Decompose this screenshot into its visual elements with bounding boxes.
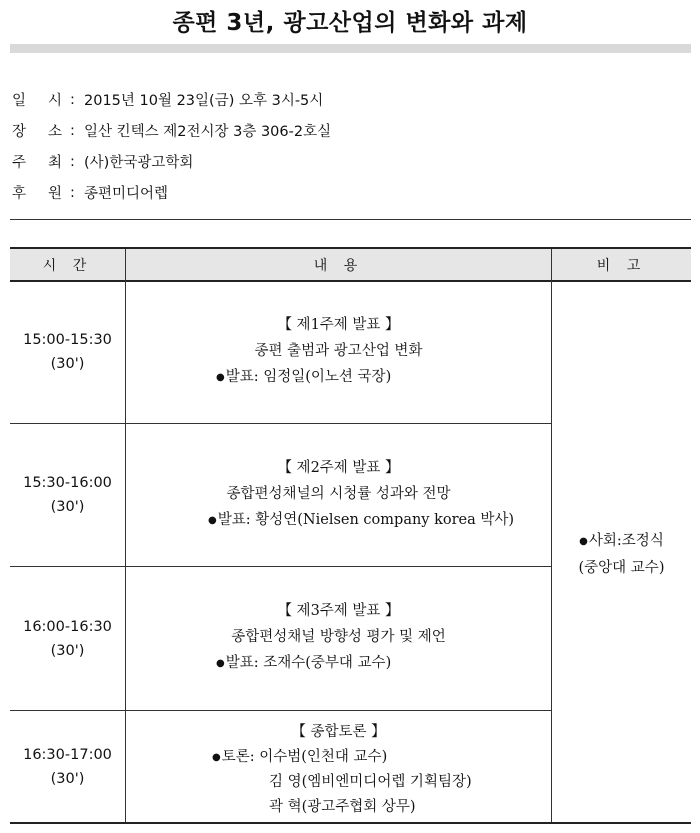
table-row-content [126,312,551,391]
session-subtitle: 종합편성채널 방향성 평가 및 제언 [231,629,446,645]
session-presenter: ●발표: 조재수(중부대 교수) [216,655,392,671]
info-label: 장 소 [12,124,62,140]
info-row-date: 일 시 : 2015년 10월 23일(금) 오후 3시-5시 [12,84,331,115]
info-value: 2015년 10월 23일(금) 오후 3시-5시 [84,93,324,109]
row-divider [10,710,551,711]
session-subtitle: 종편 출범과 광고산업 변화 [254,343,423,359]
header-bottom-border [10,280,691,282]
session-presenter: ●발표: 황성연(Nielsen company korea 박사) [208,512,515,528]
row-divider [10,423,551,424]
table-row-time: 15:00-15:30 (30') [23,332,112,372]
info-value: (사)한국광고학회 [84,155,194,171]
table-row-content [126,455,551,534]
session-heading: 【 종합토론 】 [291,724,386,740]
session-presenter: ●토론: 이수범(인천대 교수) [212,749,388,765]
session-heading: 【 제2주제 발표 】 [277,460,400,476]
session-presenter: ●발표: 임정일(이노션 국장) [216,369,392,385]
moderator-note: ●사회:조정식 (중앙대 교수) [578,533,665,576]
bullet-icon: ● [208,515,217,526]
session-heading: 【 제3주제 발표 】 [277,603,400,619]
session-heading: 【 제1주제 발표 】 [277,317,400,333]
table-row-time: 16:30-17:00 (30') [23,747,112,787]
bullet-icon: ● [212,752,221,763]
column-header-time: 시 간 [10,249,125,280]
table-row-content [126,719,551,820]
column-header-content: 내 용 [126,249,551,280]
row-divider [10,566,551,567]
info-value: 종편미디어렙 [84,186,169,202]
table-row-content [126,598,551,677]
info-label: 후 원 [12,186,62,202]
info-label: 일 시 [12,93,62,109]
info-row-host: 주 최 : (사)한국광고학회 [12,146,331,177]
column-header-note: 비 고 [552,249,691,280]
event-info [12,84,331,208]
title-underline-bar [10,44,691,53]
table-bottom-border [10,822,691,824]
session-panelist: 김 영(엠비엔미디어렙 기획팀장) [269,774,472,790]
table-row-time: 15:30-16:00 (30') [23,475,112,515]
session-panelist: 곽 혁(광고주협회 상무) [269,799,416,815]
info-row-sponsor: 후 원 : 종편미디어렙 [12,177,331,208]
session-subtitle: 종합편성채널의 시청률 성과와 전망 [226,486,451,502]
bullet-icon: ● [216,658,225,669]
info-label: 주 최 [12,155,62,171]
bullet-icon: ● [579,536,588,547]
table-row-time: 16:00-16:30 (30') [23,619,112,659]
info-value: 일산 킨텍스 제2전시장 3층 306-2호실 [84,124,332,140]
info-divider [10,219,691,220]
info-row-venue: 장 소 : 일산 킨텍스 제2전시장 3층 306-2호실 [12,115,331,146]
bullet-icon: ● [216,372,225,383]
page-title: 종편 3년, 광고산업의 변화와 과제 [172,10,528,36]
